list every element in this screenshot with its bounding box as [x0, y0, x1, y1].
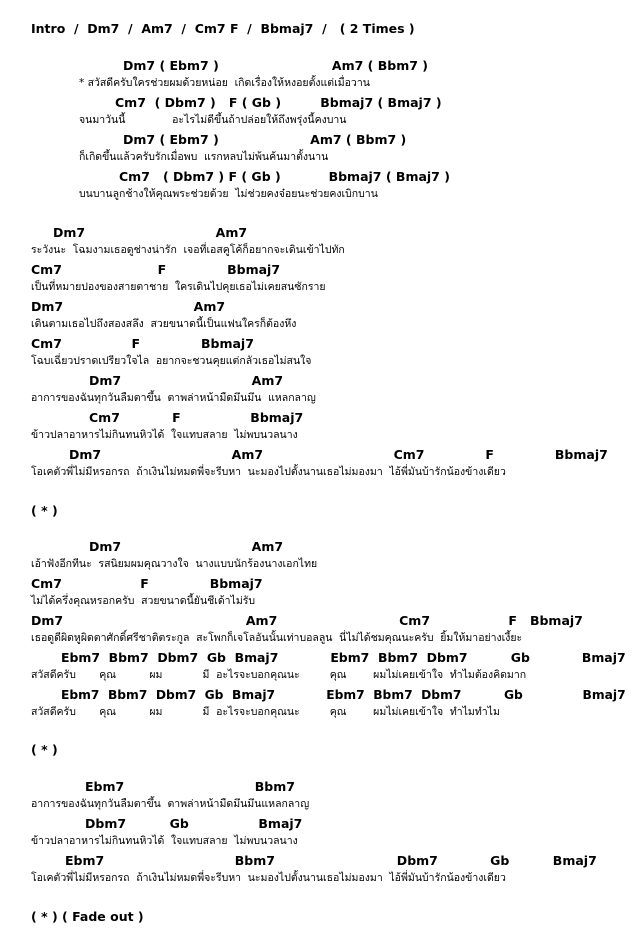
chord-line: Dm7 Am7: [89, 539, 284, 554]
intro-line: Intro / Dm7 / Am7 / Cm7 F / Bbmaj7 / ( 2 Times ): [31, 21, 415, 36]
lyric-line: สวัสดีครับ คุณ ผม มี อะไรจะบอกคุณนะ คุณ ผมไม่เคยเข้าใจ ทำไมทำไม: [31, 706, 500, 718]
lyric-line: โฉบเฉี่ยวปราดเปรียวใจไล อยากจะชวนคุยแต่กลัวเธอไม่สนใจ: [31, 355, 312, 367]
lyric-line: ข้าวปลาอาหารไม่กินทนหิวได้ ใจแทบสลาย ไม่พบนวลนาง: [31, 429, 298, 441]
lyric-line: บนบานลูกช้างให้คุณพระช่วยด้วย ไม่ช่วยคงจ๋อยนะช่วยคงเบิกบาน: [79, 188, 378, 200]
chord-line: Ebm7 Bbm7: [85, 779, 295, 794]
chord-line: Dm7 Am7: [53, 225, 248, 240]
lyric-line: โอเคตัวพี่ไม่มีหรอกรถ ถ้าเงินไม่หมดพี่จะรีบหา นะมองไปตั้งนานเธอไม่มองมา ไอ้พี่มันบ้ารักน้องข้างเดียว: [31, 466, 506, 478]
lyric-line: ระวังนะ โฉมงามเธอดูช่างน่ารัก เจอที่เอสคูโค้ก็อยากจะเดินเข้าไปทัก: [31, 244, 345, 256]
chord-line: Cm7 F Bbmaj7: [31, 262, 281, 277]
chord-line: Cm7 F Bbmaj7: [31, 336, 254, 351]
lyric-line: จนมาวันนี้ อะไรไม่ดีขึ้นถ้าปล่อยให้ถึงพรุ่งนี้คงบาน: [79, 114, 347, 126]
chord-line: Cm7 F Bbmaj7: [31, 576, 263, 591]
chord-line: Cm7 ( Dbm7 ) F ( Gb ) Bbmaj7 ( Bmaj7 ): [115, 95, 442, 110]
lyric-line: โอเคตัวพี่ไม่มีหรอกรถ ถ้าเงินไม่หมดพี่จะรีบหา นะมองไปตั้งนานเธอไม่มองมา ไอ้พี่มันบ้ารักน้องข้างเดียว: [31, 872, 506, 884]
lyric-line: เดินตามเธอไปถึงสองสลึง สวยขนาดนี้เป็นแฟนใครก็ต้องหึง: [31, 318, 297, 330]
chord-line: Dm7 ( Ebm7 ) Am7 ( Bbm7 ): [123, 132, 407, 147]
chord-line: Dm7 Am7: [89, 373, 284, 388]
chord-line: Ebm7 Bbm7 Dbm7 Gb Bmaj7 Ebm7 Bbm7 Dbm7 Gb Bmaj7: [61, 688, 626, 702]
chord-line: Dbm7 Gb Bmaj7: [85, 816, 303, 831]
chord-line: Dm7 ( Ebm7 ) Am7 ( Bbm7 ): [123, 58, 429, 73]
lyric-line: อาการของฉันทุกวันลืมตาขึ้น ตาพล่าหน้ามืดมึนมึนแหลกลาญ: [31, 798, 310, 810]
chord-line: Ebm7 Bbm7 Dbm7 Gb Bmaj7: [65, 853, 597, 868]
outro-marker: ( * ) ( Fade out ): [31, 909, 144, 924]
lyric-line: สวัสดีครับ คุณ ผม มี อะไรจะบอกคุณนะ คุณ ผมไม่เคยเข้าใจ ทำไมต้องคิดมาก: [31, 669, 527, 681]
chord-line: Dm7 Am7 Cm7 F Bbmaj7: [69, 447, 608, 462]
chord-line: Dm7 Am7 Cm7 F Bbmaj7: [31, 613, 583, 628]
chord-line: Cm7 F Bbmaj7: [89, 410, 304, 425]
lyric-line: เป็นที่หมายปองของสายตาชาย ใครเดินไปคุยเธอไม่เคยสนซักราย: [31, 281, 326, 293]
lyric-line: * สวัสดีครับใครช่วยผมด้วยหน่อย เกิดเรื่องให้หงอยตั้งแต่เมื่อวาน: [79, 77, 370, 89]
lyric-line: อาการของฉันทุกวันลืมตาขึ้น ตาพล่าหน้ามืดมึนมึน แหลกลาญ: [31, 392, 316, 404]
lyric-line: เธอดูดีผิดหูผิดตาศักดิ์ศรีชาติตระกูล สะโพกก็เจโลอันนั้นเท่าบอลลูน นี่ไม่ได้ชมคุณนะครับ ยิ้มให้มาอย่างเงี้ยะ: [31, 632, 523, 644]
chorus-marker: ( * ): [31, 742, 58, 757]
chord-line: Ebm7 Bbm7 Dbm7 Gb Bmaj7 Ebm7 Bbm7 Dbm7 Gb Bmaj7: [61, 650, 626, 665]
chorus-marker: ( * ): [31, 503, 58, 518]
lyric-line: ก็เกิดขึ้นแล้วครับรักเมื่อพบ แรกหลบไม่พ้นค้นมาตั้งนาน: [79, 151, 329, 163]
chord-line: Cm7 ( Dbm7 ) F ( Gb ) Bbmaj7 ( Bmaj7 ): [119, 169, 450, 184]
lyric-line: ข้าวปลาอาหารไม่กินทนหิวได้ ใจแทบสลาย ไม่พบนวลนาง: [31, 835, 298, 847]
lyric-line: ไม่ได้ครึ่งคุณหรอกครับ สวยขนาดนี้ยันชีเด้าไม่รับ: [31, 595, 256, 607]
lyric-line: เอ้าฟังอีกทีนะ รสนิยมผมคุณวางใจ นางแบบนักร้องนางเอกไทย: [31, 558, 318, 570]
chord-line: Dm7 Am7: [31, 299, 226, 314]
